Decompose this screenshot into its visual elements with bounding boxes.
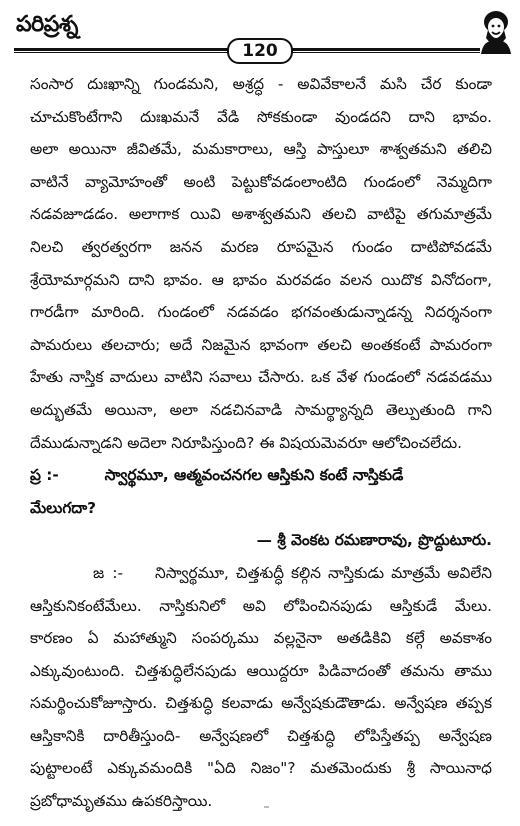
question-line-2: మేలుగదా? <box>30 498 97 517</box>
text-line: కారణం ఏ మహాత్ముని సంపర్కము వల్లనైనా అతడికివి కల్గే అవకాశం <box>30 629 492 648</box>
footer-mark <box>264 806 269 808</box>
text-line: అలా అయినా జీవితమే, మమకారాలు, ఆస్తి పాస్తులూ శాశ్వతమని తలిచి <box>30 140 492 159</box>
text-line: ఎక్కువుంటుంది. చిత్తశుద్ధిలేనపుడు ఆయిద్దరూ పిడివాదంతో తమను తాము <box>30 661 492 680</box>
text-line: పామరులు తలచారు; అదే నిజమైన భావంగా తలచి అంతకంటే పామరంగా <box>30 335 492 354</box>
question-line <box>30 459 492 492</box>
page-body <box>30 68 492 818</box>
text-line: హేతు నాస్తిక వాదులు వాటిని సవాలు చేసారు. ఒక వేళ గుండంలో నడవడము <box>30 368 492 387</box>
text-line: ప్రబోధామృతము ఉపకరిస్తాయి. <box>30 792 213 811</box>
text-line: శ్రేయోమార్గమని దాని భావం. ఆ భావం మరవడం వలన యిదొక వినోదంగా, <box>30 270 492 289</box>
book-title: పరిప్రశ్న <box>16 12 78 37</box>
text-line: నడవజూడడం. అలాగాక యివి అశాశ్వతమని తలచి వాటిపై తగుమాత్రమే <box>30 205 492 224</box>
answer-marker: జ :- <box>93 563 124 582</box>
page-number: 120 <box>227 38 293 64</box>
question-block <box>30 459 492 557</box>
answer-text: నిస్వార్థమూ, చిత్తశుద్ధీ కల్గిన నాస్తికుడు మాత్రమే అవిలేని <box>155 563 492 582</box>
question-author: — శ్రీ వెంకట రమణారావు, ప్రొద్దుటూరు. <box>256 531 492 550</box>
question-text: స్వార్థమూ, ఆత్మవంచనగల ఆస్తికుని కంటే నాస్తికుడే <box>104 466 404 485</box>
text-line: పుట్టాలంటే ఎక్కువమందికి "ఏది నిజం"? మతమెందుకు శ్రీ సాయినాధ <box>30 759 492 778</box>
text-line: దేముడున్నాడని అదెలా నిరూపిస్తుంది? ఈ విషయమెవరూ ఆలోచించలేదు. <box>30 433 462 452</box>
text-line: నిలచి త్వరత్వరగా జనన మరణ రూపమైన గుండం దాటిపోవడమే <box>30 237 492 256</box>
answer-block <box>30 557 492 818</box>
text-line: గారడీగా మారింది. గుండంలో నడవడం భగవంతుడున్నాడన్న నిదర్శనంగా <box>30 303 492 322</box>
text-line: ఆస్తికునికంటేమేలు. నాస్తికునిలో అవి లోపించినపుడు ఆస్తికుడే మేలు. <box>30 596 492 615</box>
question-marker: ప్ర :- <box>30 466 59 485</box>
text-line: వాటినే వ్యామోహంతో అంటి పెట్టుకోవడంలాంటిది గుండంలో నెమ్మదిగా <box>30 172 492 191</box>
text-line: సమర్థించుకోజూస్తారు. చిత్తశుద్ధి కలవాడు అన్వేషకుడౌతాడు. అన్వేషణ తప్పక <box>30 694 492 713</box>
text-line: చూచుకొంటేగాని దుఃఖమనే వేడి సోకకుండా వుండదని దాని భావం. <box>30 107 492 126</box>
portrait-icon <box>477 8 515 54</box>
page-header <box>0 0 520 62</box>
text-line: ఆస్తికానికి దారితీస్తుంది- అన్వేషణలో చిత్తశుద్ధి లోపిస్తేతప్ప అన్వేషణ <box>30 726 492 745</box>
paragraph-1 <box>30 68 492 459</box>
text-line: సంసార దుఃఖాన్ని గుండమని, అశ్రద్ధ - అవివేకాలనే మసి చేర కుండా <box>30 75 492 93</box>
text-line: అద్భుతమే అయినా, అలా నడచినవాడి సామర్థ్యాన్నది తెల్పుతుంది గాని <box>30 400 492 419</box>
answer-line <box>30 557 492 590</box>
